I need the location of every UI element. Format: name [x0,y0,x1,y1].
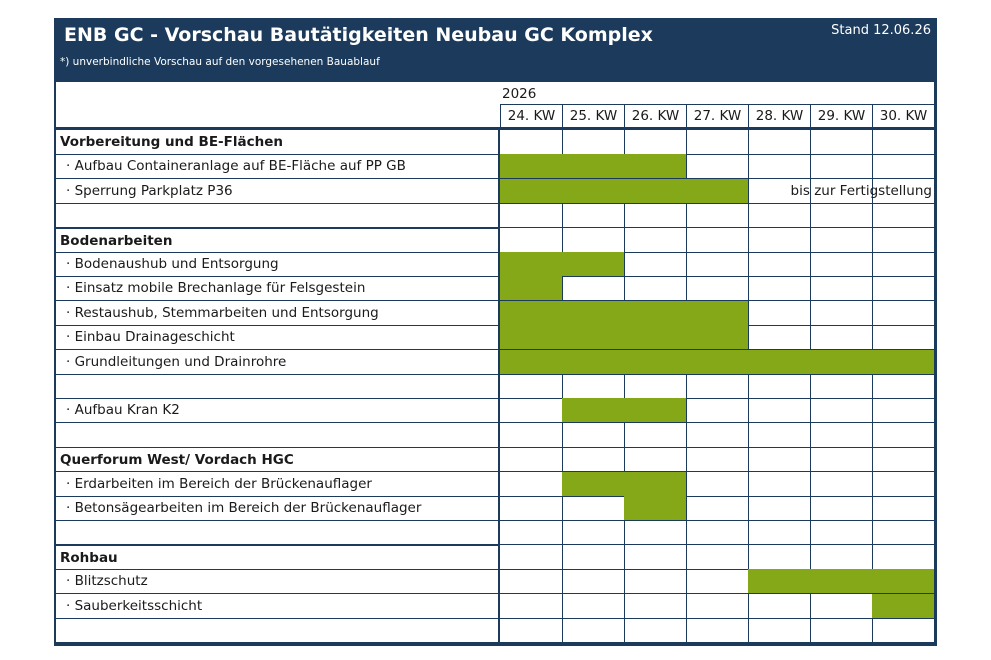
gantt-bar-cell [500,350,563,375]
gantt-empty-cell [562,374,625,399]
week-header-cell: 26. KW [624,104,687,128]
task-label: · Aufbau Containeranlage auf BE-Fläche auf PP GB [56,154,500,179]
gantt-bar-cell [810,350,873,375]
gantt-empty-cell [562,520,625,545]
gantt-empty-cell [748,545,811,570]
gantt-empty-cell [748,179,811,204]
gantt-bar-cell [624,350,687,375]
gantt-empty-cell [810,472,873,497]
gantt-empty-cell [500,447,563,472]
gantt-bar-cell [686,179,749,204]
gantt-empty-cell [810,374,873,399]
gantt-empty-cell [748,130,811,155]
gantt-empty-cell [748,447,811,472]
gantt-bar-cell [500,179,563,204]
week-header-cell: 24. KW [500,104,563,128]
gantt-empty-cell [624,447,687,472]
gantt-empty-cell [872,228,935,253]
gantt-empty-cell [872,520,935,545]
gantt-bar-cell [686,301,749,326]
gantt-empty-cell [562,594,625,619]
gantt-empty-cell [810,423,873,448]
gantt-bar-cell [872,350,935,375]
gantt-empty-cell [872,545,935,570]
gantt-empty-cell [500,374,563,399]
week-header-cell: 29. KW [810,104,873,128]
week-header-cell: 27. KW [686,104,749,128]
task-label: · Blitzschutz [56,569,500,594]
gantt-bar-cell [872,594,935,619]
task-label: · Betonsägearbeiten im Bereich der Brückenauflager [56,496,500,521]
gantt-empty-cell [748,301,811,326]
gantt-empty-cell [500,618,563,643]
gantt-empty-cell [624,618,687,643]
task-label: · Sperrung Parkplatz P36 [56,179,500,204]
gantt-empty-cell [686,594,749,619]
gantt-empty-cell [872,130,935,155]
gantt-empty-cell [686,423,749,448]
gantt-empty-cell [624,228,687,253]
gantt-empty-cell [686,520,749,545]
gantt-empty-cell [500,423,563,448]
gantt-bar-cell [562,179,625,204]
gantt-empty-cell [748,496,811,521]
gantt-bar-cell [562,398,625,423]
gantt-empty-cell [810,594,873,619]
gantt-empty-cell [624,276,687,301]
gantt-empty-cell [562,203,625,228]
gantt-empty-cell [748,325,811,350]
gantt-empty-cell [624,545,687,570]
task-label: · Einbau Drainageschicht [56,325,500,350]
gantt-empty-cell [872,618,935,643]
gantt-empty-cell [872,252,935,277]
blank-row [56,374,500,399]
gantt-empty-cell [872,496,935,521]
task-label: · Sauberkeitsschicht [56,594,500,619]
gantt-bar-cell [500,252,563,277]
gantt-bar-cell [624,398,687,423]
gantt-empty-cell [624,423,687,448]
gantt-empty-cell [810,325,873,350]
gantt-empty-cell [624,520,687,545]
gantt-empty-cell [500,398,563,423]
section-heading: Querforum West/ Vordach HGC [56,447,500,472]
gantt-empty-cell [500,496,563,521]
gantt-empty-cell [562,618,625,643]
gantt-empty-cell [686,130,749,155]
gantt-empty-cell [500,594,563,619]
gantt-empty-cell [624,203,687,228]
gantt-empty-cell [686,496,749,521]
gantt-empty-cell [872,276,935,301]
gantt-empty-cell [872,472,935,497]
schedule-frame [54,18,937,646]
gantt-empty-cell [810,276,873,301]
gantt-empty-cell [624,130,687,155]
task-label: · Erdarbeiten im Bereich der Brückenauflager [56,472,500,497]
gantt-empty-cell [562,569,625,594]
gantt-empty-cell [686,569,749,594]
gantt-bar-cell [748,569,811,594]
blank-row [56,423,500,448]
blank-row [56,520,500,545]
gantt-bar-cell [500,154,563,179]
gantt-bar-cell [624,472,687,497]
gantt-empty-cell [748,520,811,545]
gantt-empty-cell [500,228,563,253]
gantt-bar-cell [624,325,687,350]
gantt-empty-cell [562,276,625,301]
gantt-empty-cell [872,374,935,399]
gantt-bar-cell [562,252,625,277]
year-label: 2026 [502,86,537,102]
gantt-empty-cell [686,203,749,228]
stand-date: Stand 12.06.26 [831,23,931,38]
gantt-empty-cell [872,423,935,448]
gantt-empty-cell [872,325,935,350]
gantt-empty-cell [872,179,935,204]
gantt-empty-cell [686,276,749,301]
gantt-empty-cell [686,398,749,423]
gantt-bar-cell [562,301,625,326]
week-header-cell: 30. KW [872,104,935,128]
gantt-empty-cell [748,374,811,399]
gantt-bar-cell [872,569,935,594]
section-heading: Vorbereitung und BE-Flächen [56,130,500,155]
gantt-bar-cell [810,569,873,594]
gantt-empty-cell [500,545,563,570]
gantt-empty-cell [686,472,749,497]
page-title: ENB GC - Vorschau Bautätigkeiten Neubau GC Komplex [64,24,653,46]
blank-row [56,618,500,643]
gantt-empty-cell [810,545,873,570]
gantt-empty-cell [686,228,749,253]
schedule-table [56,82,934,642]
week-header-cell: 28. KW [748,104,811,128]
gantt-empty-cell [872,203,935,228]
gantt-bar-cell [562,154,625,179]
task-label: · Einsatz mobile Brechanlage für Felsgestein [56,276,500,301]
gantt-bar-cell [748,350,811,375]
gantt-empty-cell [624,374,687,399]
gantt-empty-cell [500,472,563,497]
page-subtitle: *) unverbindliche Vorschau auf den vorgesehenen Bauablauf [60,56,380,68]
task-note: bis zur Fertigstellung [790,182,932,199]
gantt-empty-cell [810,130,873,155]
gantt-empty-cell [500,520,563,545]
gantt-empty-cell [810,447,873,472]
gantt-bar-cell [686,350,749,375]
task-label: · Aufbau Kran K2 [56,398,500,423]
gantt-empty-cell [562,496,625,521]
gantt-empty-cell [686,252,749,277]
gantt-empty-cell [748,252,811,277]
gantt-empty-cell [810,618,873,643]
gantt-bar-cell [562,472,625,497]
gantt-bar-cell [500,301,563,326]
gantt-empty-cell [810,252,873,277]
gantt-empty-cell [810,228,873,253]
gantt-bar-cell [500,325,563,350]
gantt-bar-cell [562,325,625,350]
gantt-empty-cell [624,252,687,277]
gantt-bar-cell [686,325,749,350]
gantt-empty-cell [686,374,749,399]
blank-row [56,203,500,228]
gantt-empty-cell [810,301,873,326]
gantt-empty-cell [810,520,873,545]
gantt-empty-cell [624,594,687,619]
gantt-bar-cell [562,350,625,375]
gantt-empty-cell [872,154,935,179]
gantt-bar-cell [624,179,687,204]
gantt-empty-cell [686,618,749,643]
gantt-bar-cell [624,496,687,521]
week-header-cell: 25. KW [562,104,625,128]
gantt-empty-cell [810,154,873,179]
section-heading: Bodenarbeiten [56,228,500,253]
gantt-empty-cell [748,423,811,448]
gantt-empty-cell [748,594,811,619]
gantt-empty-cell [500,203,563,228]
gantt-empty-cell [810,203,873,228]
gantt-empty-cell [810,496,873,521]
gantt-empty-cell [500,130,563,155]
task-label: · Bodenaushub und Entsorgung [56,252,500,277]
gantt-empty-cell [562,130,625,155]
gantt-empty-cell [748,154,811,179]
gantt-empty-cell [872,447,935,472]
gantt-empty-cell [810,179,873,204]
gantt-empty-cell [562,447,625,472]
gantt-empty-cell [562,545,625,570]
gantt-empty-cell [748,618,811,643]
gantt-empty-cell [562,228,625,253]
task-label: · Restaushub, Stemmarbeiten und Entsorgung [56,301,500,326]
task-label: · Grundleitungen und Drainrohre [56,350,500,375]
gantt-empty-cell [748,203,811,228]
gantt-empty-cell [562,423,625,448]
gantt-empty-cell [748,228,811,253]
gantt-bar-cell [500,276,563,301]
gantt-empty-cell [810,398,873,423]
gantt-empty-cell [624,569,687,594]
gantt-empty-cell [500,569,563,594]
gantt-empty-cell [748,276,811,301]
gantt-empty-cell [748,398,811,423]
section-heading: Rohbau [56,545,500,570]
gantt-empty-cell [872,398,935,423]
gantt-empty-cell [686,154,749,179]
gantt-empty-cell [748,472,811,497]
gantt-bar-cell [624,301,687,326]
gantt-empty-cell [872,301,935,326]
gantt-empty-cell [686,545,749,570]
gantt-bar-cell [624,154,687,179]
gantt-empty-cell [686,447,749,472]
